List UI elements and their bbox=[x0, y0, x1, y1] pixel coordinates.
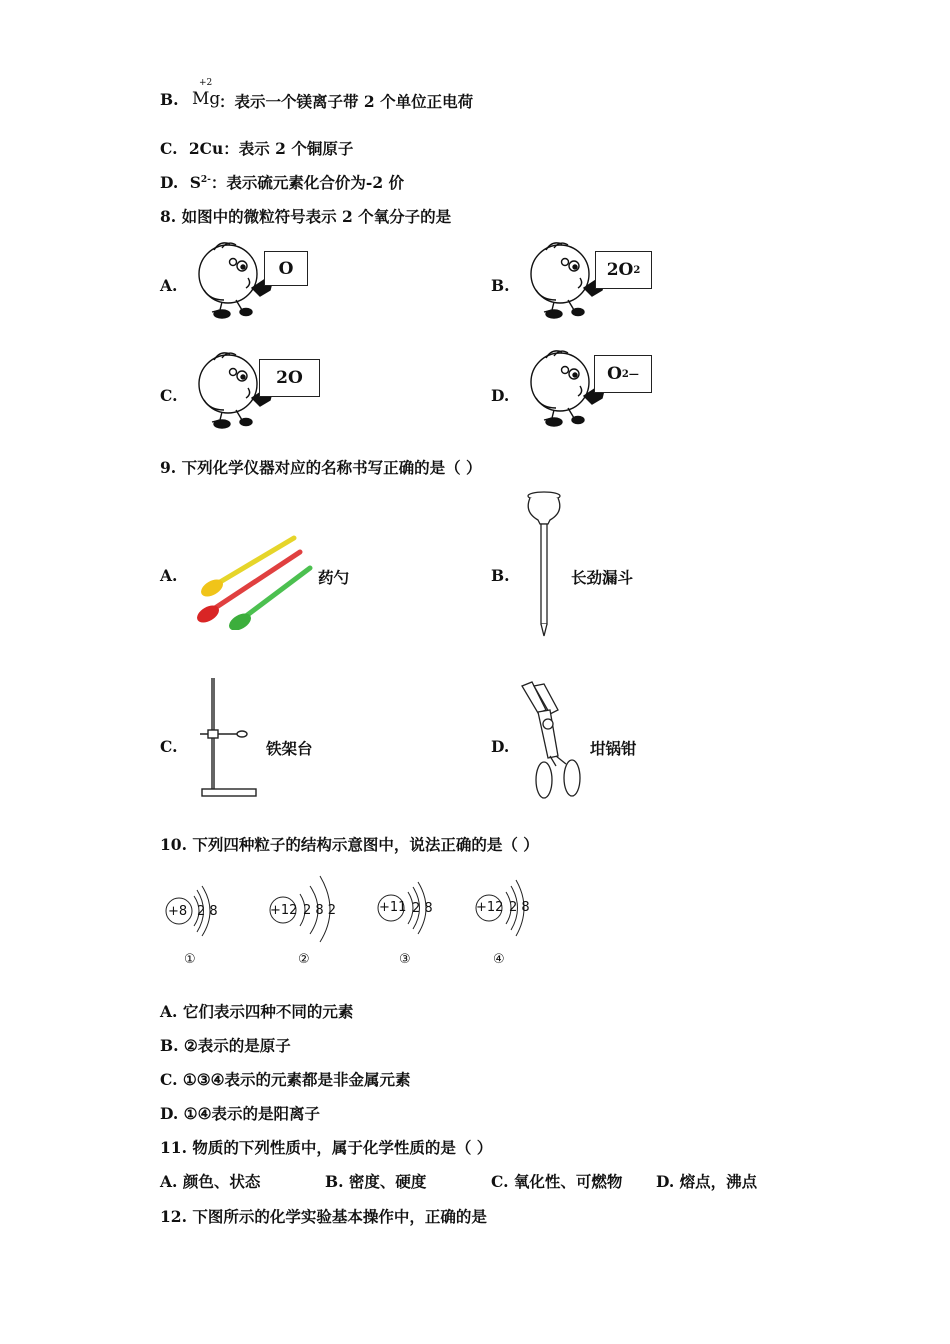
q9-option-d-label: D. bbox=[491, 737, 510, 756]
q9-name-c: 铁架台 bbox=[266, 739, 313, 758]
q8-option-a-label: A. bbox=[160, 276, 178, 295]
q8-symbol-box-c bbox=[259, 359, 320, 397]
q10-option-b: B. ②表示的是原子 bbox=[160, 1036, 291, 1055]
q7-option-b bbox=[160, 90, 179, 109]
particle-electrons-4: 2 8 bbox=[509, 900, 530, 915]
spoons-image bbox=[194, 534, 314, 630]
q10-option-c: C. ①③④表示的元素都是非金属元素 bbox=[160, 1070, 411, 1089]
particle-diagram-3 bbox=[376, 870, 440, 967]
particle-diagram-2 bbox=[268, 868, 344, 967]
q7-b-mg-symbol: Mg bbox=[192, 89, 221, 109]
q9-option-a-label: A. bbox=[160, 566, 178, 585]
crucible-tongs-image bbox=[516, 680, 586, 804]
q11-option-b: B. 密度、硬度 bbox=[325, 1172, 427, 1191]
q9-option-b-label: B. bbox=[491, 566, 510, 585]
q8-symbol-c: 2O bbox=[276, 368, 303, 388]
particle-diagram-4 bbox=[474, 868, 538, 967]
particle-nucleus-2: +12 bbox=[270, 903, 298, 918]
particle-electrons-3: 2 8 bbox=[412, 901, 433, 916]
particle-diagram-1 bbox=[164, 872, 224, 967]
q8-symbol-box-a bbox=[264, 251, 308, 286]
q11-option-d: D. 熔点，沸点 bbox=[656, 1172, 758, 1191]
q8-symbol-box-d bbox=[594, 355, 652, 393]
q8-symbol-b: 2O bbox=[606, 260, 634, 280]
q8-symbol-box-b bbox=[595, 251, 652, 289]
q7-d-charge: 2- bbox=[200, 174, 211, 185]
q7-c-text: 2Cu：表示 2 个铜原子 bbox=[188, 139, 354, 158]
q7-b-label: B. bbox=[160, 90, 179, 109]
q10-stem: 10. 下列四种粒子的结构示意图中，说法正确的是（ ） bbox=[160, 835, 539, 854]
q8-symbol-a: O bbox=[278, 258, 294, 279]
particle-index-1: ① bbox=[184, 952, 196, 967]
q8-option-b-label: B. bbox=[491, 276, 510, 295]
particle-nucleus-3: +11 bbox=[379, 900, 407, 915]
q11-option-a: A. 颜色、状态 bbox=[160, 1172, 261, 1191]
q7-b-text: ：表示一个镁离子带 2 个单位正电荷 bbox=[219, 92, 474, 111]
particle-index-4: ④ bbox=[493, 952, 505, 967]
q12-stem: 12. 下图所示的化学实验基本操作中，正确的是 bbox=[160, 1207, 487, 1226]
particle-nucleus-4: +12 bbox=[476, 900, 504, 915]
q11-option-c: C. 氧化性、可燃物 bbox=[491, 1172, 623, 1191]
particle-index-2: ② bbox=[298, 952, 310, 967]
q9-name-b: 长劲漏斗 bbox=[571, 568, 634, 587]
q9-name-d: 坩锅钳 bbox=[590, 739, 637, 758]
q8-symbol-d-superscript: 2— bbox=[621, 368, 639, 380]
q9-stem: 9. 下列化学仪器对应的名称书写正确的是（ ） bbox=[160, 458, 482, 477]
particle-nucleus-1: +8 bbox=[168, 904, 188, 919]
q8-symbol-d: O bbox=[607, 364, 622, 384]
q7-d-symbol: S bbox=[189, 173, 201, 192]
particle-index-3: ③ bbox=[399, 952, 411, 967]
q9-option-c-label: C. bbox=[160, 737, 178, 756]
iron-stand-image bbox=[198, 676, 262, 800]
particle-electrons-2: 2 8 2 bbox=[303, 903, 337, 918]
particle-electrons-1: 2 8 bbox=[197, 904, 218, 919]
q7-d-label: D. bbox=[160, 173, 179, 192]
q7-d-text: ：表示硫元素化合价为-2 价 bbox=[210, 173, 405, 192]
q7-option-c bbox=[160, 137, 353, 159]
q8-stem: 8. 如图中的微粒符号表示 2 个氧分子的是 bbox=[160, 207, 452, 226]
q7-b-mg-charge: +2 bbox=[199, 78, 213, 88]
q10-option-d: D. ①④表示的是阳离子 bbox=[160, 1104, 320, 1123]
long-neck-funnel-image bbox=[522, 490, 566, 638]
q11-stem: 11. 物质的下列性质中，属于化学性质的是（ ） bbox=[160, 1138, 493, 1157]
q10-option-a: A. 它们表示四种不同的元素 bbox=[160, 1002, 354, 1021]
q9-name-a: 药勺 bbox=[318, 568, 350, 587]
q8-symbol-b-subscript: 2 bbox=[633, 264, 641, 276]
q7-c-label: C. bbox=[160, 139, 178, 158]
q7-option-d bbox=[160, 171, 404, 193]
q8-option-c-label: C. bbox=[160, 386, 178, 405]
q8-option-d-label: D. bbox=[491, 386, 510, 405]
